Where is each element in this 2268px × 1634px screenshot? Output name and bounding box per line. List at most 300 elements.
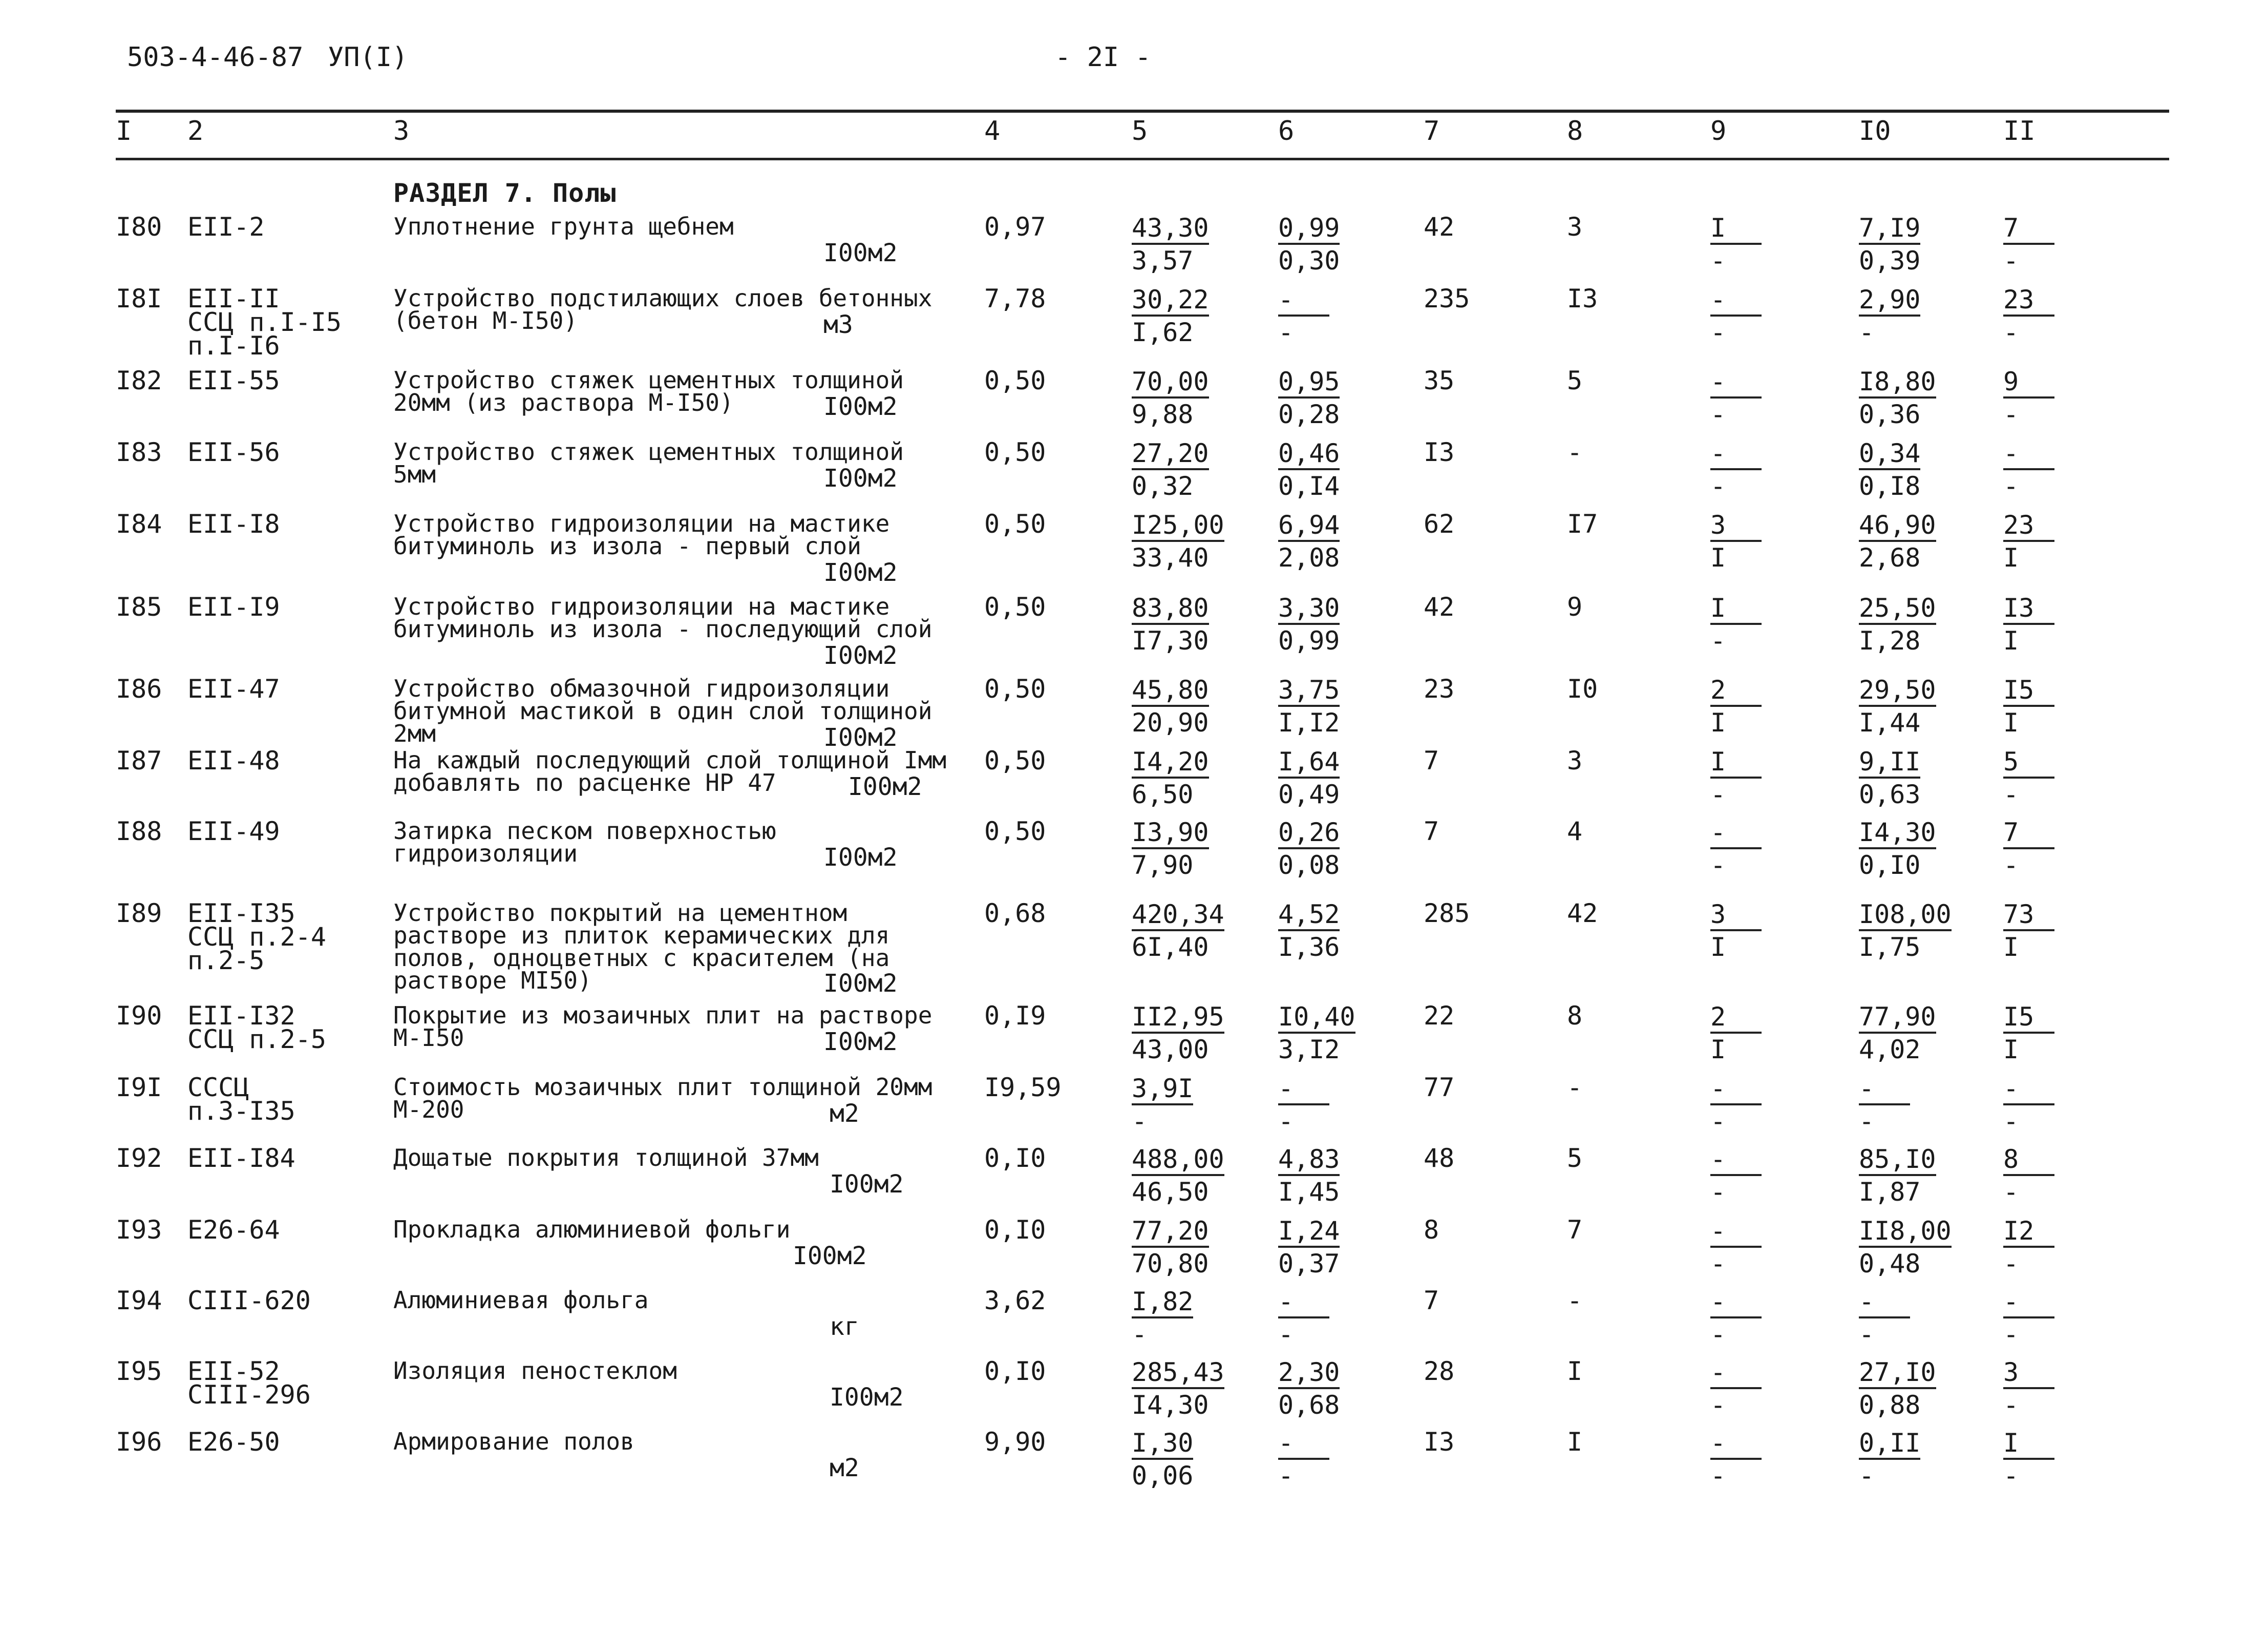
col9-value-bottom: - [1710,1390,1726,1420]
rate-code: EII-I9 [187,592,280,622]
col9-value-bottom: - [1710,400,1726,429]
labor-total-bottom: - [2003,1390,2019,1420]
labor-total-top: 7 [2003,820,2054,849]
rate-code: EII-I8 [187,509,280,539]
total-machine: 8 [1567,1001,1583,1031]
cost-unit-bottom: 0,32 [1132,471,1194,501]
labor-total-bottom: - [2003,471,2019,501]
rate-code: E26-64 [187,1215,280,1245]
col9-value-top: I [1710,215,1762,245]
col9-value-top: - [1710,1359,1762,1389]
total-machine: 9 [1567,592,1583,622]
labor-cost [1859,749,1920,810]
labor-cost-top: 85,I0 [1859,1146,1936,1176]
work-description: Устройство стяжек цементных толщиной 20мм (из раствора М-I50) [393,366,904,416]
col9-value-bottom: - [1710,850,1726,880]
labor-total [2003,287,2054,348]
quantity: 0,97 [984,212,1046,242]
unit-of-measure: м2 [830,1454,859,1482]
cost-machine-bottom: 0,I4 [1278,471,1340,501]
labor-total-bottom: I [2003,1035,2019,1064]
cost-machine-bottom: 2,08 [1278,543,1340,573]
quantity: 0,50 [984,366,1046,395]
cost-machine-bottom: I,I2 [1278,708,1340,738]
total-machine: - [1567,437,1583,467]
cost-machine [1278,1218,1340,1280]
labor-cost [1859,820,1936,881]
cost-unit [1132,1146,1224,1208]
col9-value-top: 2 [1710,677,1762,707]
labor-cost-bottom: 0,63 [1859,780,1921,809]
cost-machine-bottom: - [1278,1319,1294,1349]
rate-code: EII-I32 ССЦ п.2-5 [187,1001,326,1054]
labor-cost-top: 7,I9 [1859,215,1920,245]
row-number: I86 [116,674,162,704]
cost-machine [1278,1076,1329,1137]
row-number: I82 [116,366,162,395]
unit-of-measure: I00м2 [830,1170,904,1199]
labor-total [2003,820,2054,881]
quantity: 0,50 [984,674,1046,704]
total-cost: 7 [1424,1286,1439,1315]
quantity: 0,68 [984,898,1046,928]
work-description: Уплотнение грунта щебнем [393,213,734,240]
unit-of-measure: I00м2 [848,772,922,801]
work-description: Стоимость мозаичных плит толщиной 20мм М-200 [393,1073,932,1123]
cost-machine [1278,438,1340,502]
labor-cost-bottom: - [1859,1319,1875,1349]
rate-code: EII-52 СIII-296 [187,1356,311,1410]
sheet-designation: УП(I) [328,42,408,73]
col9-value-bottom: - [1710,1177,1726,1207]
cost-unit-bottom: 33,40 [1132,543,1209,573]
column-header-10: I0 [1859,116,1891,146]
labor-total-bottom: I [2003,932,2019,962]
total-cost: 8 [1424,1215,1439,1245]
labor-total-top: 8 [2003,1146,2054,1176]
col9-value-bottom: - [1710,246,1726,276]
total-cost: 285 [1424,898,1470,928]
labor-cost [1859,438,1921,502]
cost-unit [1132,1218,1209,1280]
header-bottom-rule [116,158,2169,160]
cost-machine-bottom: 0,08 [1278,850,1340,880]
rate-code: EII-I35 ССЦ п.2-4 п.2-5 [187,898,326,975]
column-header-1: I [116,116,132,146]
rate-code: E26-50 [187,1427,280,1457]
labor-total [2003,1359,2054,1421]
total-machine: 4 [1567,816,1583,846]
col9-value-bottom: - [1710,780,1726,809]
column-header-7: 7 [1424,116,1440,146]
column-header-4: 4 [984,116,1001,146]
row-number: I89 [116,898,162,928]
labor-cost-bottom: 0,88 [1859,1390,1921,1420]
rate-code: EII-49 [187,816,280,846]
cost-machine-top: - [1278,1289,1329,1318]
col9-value-bottom: - [1710,471,1726,501]
quantity: 9,90 [984,1427,1046,1457]
cost-machine [1278,749,1340,810]
total-machine: 3 [1567,212,1583,242]
labor-cost-bottom: I,75 [1859,932,1921,962]
labor-total [2003,595,2054,657]
labor-cost-bottom: 4,02 [1859,1035,1921,1064]
cost-machine-bottom: 3,I2 [1278,1035,1340,1064]
cost-machine [1278,1430,1329,1492]
cost-unit-bottom: - [1132,1106,1148,1136]
cost-unit-top: 27,20 [1132,441,1209,470]
row-number: I96 [116,1427,162,1457]
cost-unit-bottom: 43,00 [1132,1035,1209,1064]
labor-total-top: I2 [2003,1218,2054,1248]
cost-unit [1132,899,1224,963]
cost-unit-top: I,30 [1132,1430,1193,1460]
cost-machine-top: I0,40 [1278,1004,1355,1034]
work-description: Армирование полов [393,1428,634,1455]
row-number: I9I [116,1073,162,1102]
rate-code: СIII-620 [187,1286,311,1315]
col9-value [1710,749,1762,810]
cost-machine-bottom: 0,28 [1278,400,1340,429]
cost-machine-bottom: 0,37 [1278,1249,1340,1279]
total-machine: I0 [1567,674,1598,704]
labor-total [2003,1076,2054,1137]
unit-of-measure: м3 [823,310,853,339]
labor-cost [1859,369,1936,430]
cost-unit-top: 45,80 [1132,677,1209,707]
total-cost: 62 [1424,509,1455,539]
col9-value-top: - [1710,1218,1762,1248]
rate-code: EII-I84 [187,1143,295,1173]
col9-value [1710,287,1762,348]
quantity: 7,78 [984,284,1046,313]
work-description: Устройство покрытий на цементном растворе из плиток керамических для полов, одноцветных с красителем (на растворе МI50) [393,899,890,994]
labor-total-top: - [2003,441,2054,470]
cost-unit-top: I,82 [1132,1289,1193,1318]
col9-value-bottom: I [1710,932,1726,962]
labor-cost-top: 25,50 [1859,595,1936,625]
cost-unit [1132,749,1209,810]
labor-total-bottom: I [2003,626,2019,656]
labor-cost-top: 0,II [1859,1430,1920,1460]
labor-total [2003,1146,2054,1208]
total-cost: 77 [1424,1073,1455,1102]
cost-machine [1278,1146,1340,1208]
header-top-rule [116,110,2169,113]
cost-unit [1132,1359,1224,1421]
col9-value [1710,1218,1762,1280]
cost-unit-top: 30,22 [1132,287,1209,317]
column-header-9: 9 [1710,116,1727,146]
labor-cost [1859,677,1936,739]
col9-value-top: - [1710,287,1762,317]
cost-unit [1132,1289,1193,1350]
cost-unit [1132,595,1209,657]
total-machine: - [1567,1286,1583,1315]
cost-machine [1278,215,1340,277]
cost-unit-bottom: - [1132,1319,1148,1349]
cost-unit-bottom: 0,06 [1132,1461,1194,1491]
row-number: I85 [116,592,162,622]
cost-unit-bottom: 3,57 [1132,246,1194,276]
labor-total-bottom: - [2003,246,2019,276]
work-description: Устройство гидроизоляции на мастике битуминоль из изола - последующий слой [393,593,932,643]
quantity: 3,62 [984,1286,1046,1315]
row-number: I80 [116,212,162,242]
cost-machine-bottom: 0,30 [1278,246,1340,276]
cost-machine [1278,369,1340,430]
unit-of-measure: I00м2 [823,641,898,670]
cost-machine-top: - [1278,287,1329,317]
cost-unit [1132,1004,1224,1065]
row-number: I92 [116,1143,162,1173]
cost-machine-top: I,64 [1278,749,1340,779]
cost-unit-bottom: 9,88 [1132,400,1194,429]
cost-machine-top: 6,94 [1278,512,1340,542]
cost-unit-top: 70,00 [1132,369,1209,399]
cost-machine [1278,1359,1340,1421]
unit-of-measure: I00м2 [823,239,898,267]
rate-code: EII-II ССЦ п.I-I5 п.I-I6 [187,284,342,361]
labor-total-bottom: I [2003,708,2019,738]
labor-total-top: I3 [2003,595,2054,625]
col9-value-bottom: - [1710,1249,1726,1279]
cost-machine-bottom: 0,99 [1278,626,1340,656]
col9-value-bottom: I [1710,543,1726,573]
labor-cost-top: 46,90 [1859,512,1936,542]
work-description: Изоляция пеностеклом [393,1357,677,1385]
unit-of-measure: I00м2 [823,464,898,493]
unit-of-measure: I00м2 [823,969,898,998]
cost-unit-bottom: 6I,40 [1132,932,1209,962]
labor-cost [1859,595,1936,657]
unit-of-measure: I00м2 [793,1242,867,1270]
total-machine: I7 [1567,509,1598,539]
cost-machine [1278,595,1340,657]
cost-machine-bottom: 0,68 [1278,1390,1340,1420]
quantity: 0,50 [984,437,1046,467]
col9-value [1710,215,1762,277]
labor-total-top: - [2003,1289,2054,1318]
cost-machine-top: 3,75 [1278,677,1340,707]
cost-machine-top: 2,30 [1278,1359,1340,1389]
cost-machine-top: 0,26 [1278,820,1340,849]
labor-cost-top: - [1859,1289,1910,1318]
total-cost: 7 [1424,816,1439,846]
cost-machine-bottom: I,36 [1278,932,1340,962]
col9-value-top: I [1710,595,1762,625]
total-cost: 42 [1424,592,1455,622]
work-description: Устройство стяжек цементных толщиной 5мм [393,438,904,488]
quantity: 0,I9 [984,1001,1046,1031]
row-number: I84 [116,509,162,539]
cost-machine-top: 3,30 [1278,595,1340,625]
row-number: I90 [116,1001,162,1031]
labor-cost-bottom: 0,36 [1859,400,1921,429]
col9-value [1710,820,1762,881]
cost-unit-bottom: 6,50 [1132,780,1194,809]
col9-value-top: - [1710,1146,1762,1176]
work-description: Прокладка алюминиевой фольги [393,1216,791,1243]
cost-unit [1132,369,1209,430]
cost-unit [1132,1076,1193,1137]
labor-total-bottom: - [2003,1461,2019,1491]
cost-machine [1278,1004,1355,1065]
rate-code: СССЦ п.3-I35 [187,1073,295,1126]
work-description: Устройство подстилающих слоев бетонных (бетон М-I50) [393,284,932,334]
cost-machine [1278,899,1340,963]
labor-cost-top: 27,I0 [1859,1359,1936,1389]
row-number: I94 [116,1286,162,1315]
cost-machine [1278,820,1340,881]
total-cost: 48 [1424,1143,1455,1173]
quantity: 0,50 [984,592,1046,622]
col9-value-top: I [1710,749,1762,779]
col9-value-bottom: I [1710,708,1726,738]
labor-cost [1859,1004,1936,1065]
col9-value-bottom: - [1710,626,1726,656]
labor-total-top: 23 [2003,287,2054,317]
labor-total-bottom: - [2003,850,2019,880]
quantity: I9,59 [984,1073,1062,1102]
quantity: 0,I0 [984,1215,1046,1245]
labor-total-top: 23 [2003,512,2054,542]
labor-cost-bottom: 2,68 [1859,543,1921,573]
labor-total-top: I5 [2003,677,2054,707]
labor-cost [1859,1076,1910,1137]
labor-total-bottom: - [2003,1106,2019,1136]
row-number: I83 [116,437,162,467]
labor-cost [1859,215,1920,277]
cost-machine-bottom: 0,49 [1278,780,1340,809]
cost-machine-top: - [1278,1430,1329,1460]
labor-total [2003,1004,2054,1065]
row-number: I87 [116,746,162,776]
cost-machine [1278,677,1340,739]
labor-cost-top: - [1859,1076,1910,1105]
cost-unit-top: 77,20 [1132,1218,1209,1248]
cost-unit-top: II2,95 [1132,1004,1224,1034]
col9-value [1710,1076,1762,1137]
work-description: Покрытие из мозаичных плит на растворе М-I50 [393,1001,932,1052]
labor-cost [1859,1430,1920,1492]
cost-unit-bottom: 46,50 [1132,1177,1209,1207]
cost-unit-bottom: I7,30 [1132,626,1209,656]
labor-cost-top: I4,30 [1859,820,1936,849]
column-header-6: 6 [1278,116,1295,146]
labor-total [2003,749,2054,810]
column-header-3: 3 [393,116,410,146]
unit-of-measure: I00м2 [823,558,898,587]
labor-total [2003,1289,2054,1350]
labor-total-top: 3 [2003,1359,2054,1389]
cost-unit-top: I25,00 [1132,512,1224,542]
total-cost: I3 [1424,1427,1455,1457]
total-machine: 5 [1567,366,1583,395]
column-header-2: 2 [187,116,204,146]
total-machine: 5 [1567,1143,1583,1173]
cost-machine-bottom: - [1278,1461,1294,1491]
cost-unit [1132,287,1209,348]
cost-machine-bottom: - [1278,1106,1294,1136]
rate-code: EII-48 [187,746,280,776]
total-machine: 7 [1567,1215,1583,1245]
cost-machine-top: 0,95 [1278,369,1340,399]
col9-value [1710,1359,1762,1421]
col9-value-top: - [1710,441,1762,470]
col9-value [1710,677,1762,739]
labor-cost [1859,1146,1936,1208]
labor-total-bottom: I [2003,543,2019,573]
unit-of-measure: I00м2 [823,723,898,752]
cost-unit [1132,820,1209,881]
labor-cost [1859,512,1936,574]
cost-unit [1132,677,1209,739]
col9-value-bottom: - [1710,1319,1726,1349]
rate-code: EII-56 [187,437,280,467]
cost-unit-top: 420,34 [1132,902,1224,931]
labor-cost-bottom: I,87 [1859,1177,1921,1207]
labor-total-top: 9 [2003,369,2054,399]
labor-total-top: 5 [2003,749,2054,779]
cost-machine [1278,512,1340,574]
cost-machine-top: 4,83 [1278,1146,1340,1176]
column-header-11: II [2003,116,2036,146]
quantity: 0,I0 [984,1356,1046,1386]
col9-value-top: 3 [1710,902,1762,931]
labor-cost-top: 2,90 [1859,287,1920,317]
labor-total-top: 73 [2003,902,2054,931]
labor-total-bottom: - [2003,780,2019,809]
labor-total-bottom: - [2003,318,2019,347]
col9-value [1710,595,1762,657]
labor-total [2003,215,2054,277]
total-cost: 235 [1424,284,1470,313]
total-machine: I [1567,1427,1583,1457]
col9-value [1710,1430,1762,1492]
labor-total-top: - [2003,1076,2054,1105]
cost-unit [1132,1430,1193,1492]
rate-code: EII-2 [187,212,265,242]
cost-unit-top: I3,90 [1132,820,1209,849]
row-number: I93 [116,1215,162,1245]
cost-unit-bottom: 20,90 [1132,708,1209,738]
col9-value [1710,899,1762,963]
cost-unit-bottom: I4,30 [1132,1390,1209,1420]
unit-of-measure: кг [830,1312,859,1341]
page-header [0,37,2268,78]
cost-unit-top: 83,80 [1132,595,1209,625]
total-cost: 28 [1424,1356,1455,1386]
labor-cost-top: 29,50 [1859,677,1936,707]
labor-total-top: I5 [2003,1004,2054,1034]
labor-cost-top: 0,34 [1859,441,1920,470]
cost-unit [1132,438,1209,502]
labor-total [2003,369,2054,430]
total-machine: 3 [1567,746,1583,776]
total-cost: 35 [1424,366,1455,395]
work-description: Устройство гидроизоляции на мастике битуминоль из изола - первый слой [393,510,890,560]
cost-machine-top: 4,52 [1278,902,1340,931]
work-description: На каждый последующий слой толщиной Iмм добавлять по расценке НР 47 [393,746,947,797]
labor-total [2003,438,2054,502]
cost-unit [1132,215,1209,277]
labor-total [2003,899,2054,963]
total-cost: 22 [1424,1001,1455,1031]
labor-cost [1859,1218,1952,1280]
labor-total-bottom: - [2003,1319,2019,1349]
